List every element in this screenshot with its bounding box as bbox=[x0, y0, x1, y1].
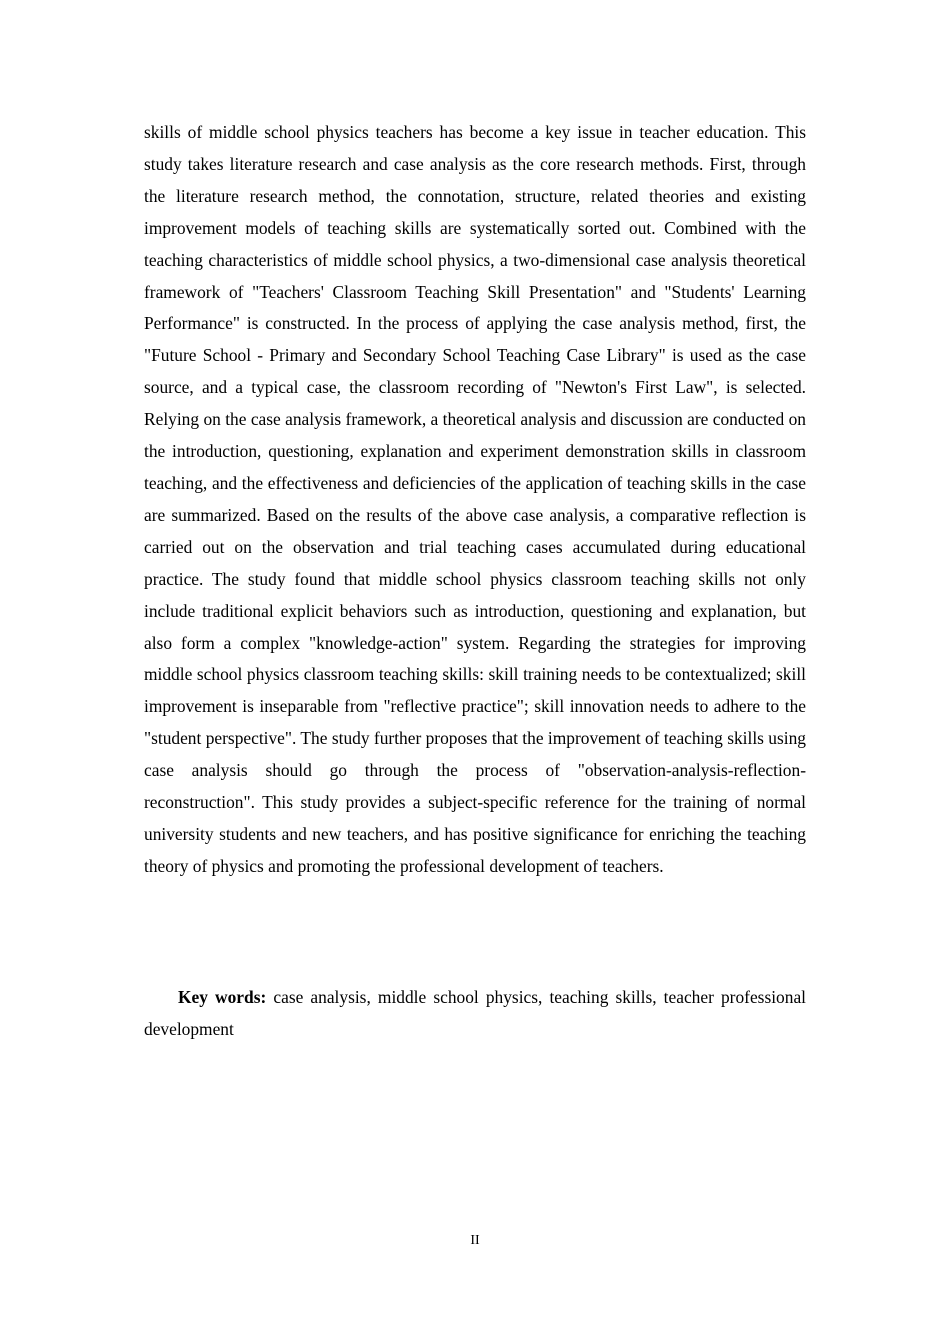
keywords-list: case analysis, middle school physics, teaching skills, teacher professional development bbox=[144, 987, 806, 1039]
keywords-paragraph bbox=[144, 982, 806, 1046]
abstract-paragraph: skills of middle school physics teachers has become a key issue in teacher education. This study takes literature research and case analysis as the core research methods. First, through the literature research method, the connotation, structure, related theories and existing improvement models of teaching skills are systematically sorted out. Combined with the teaching characteristics of middle school physics, a two-dimensional case analysis theoretical framework of "Teachers' Classroom Teaching Skill Presentation" and "Students' Learning Performance" is constructed. In the process of applying the case analysis method, first, the "Future School - Primary and Secondary School Teaching Case Library" is used as the case source, and a typical case, the classroom recording of "Newton's First Law", is selected. Relying on the case analysis framework, a theoretical analysis and discussion are conducted on the introduction, questioning, explanation and experiment demonstration skills in classroom teaching, and the effectiveness and deficiencies of the application of teaching skills in the case are summarized. Based on the results of the above case analysis, a comparative reflection is carried out on the observation and trial teaching cases accumulated during educational practice. The study found that middle school physics classroom teaching skills not only include traditional explicit behaviors such as introduction, questioning and explanation, but also form a complex "knowledge-action" system. Regarding the strategies for improving middle school physics classroom teaching skills: skill training needs to be contextualized; skill improvement is inseparable from "reflective practice"; skill innovation needs to adhere to the "student perspective". The study further proposes that the improvement of teaching skills using case analysis should go through the process of "observation-analysis-reflection-reconstruction". This study provides a subject-specific reference for the training of normal university students and new teachers, and has positive significance for enriching the teaching theory of physics and promoting the professional development of teachers. bbox=[144, 122, 806, 876]
keywords-label: Key words: bbox=[178, 987, 267, 1007]
page-number: II bbox=[470, 1233, 480, 1248]
